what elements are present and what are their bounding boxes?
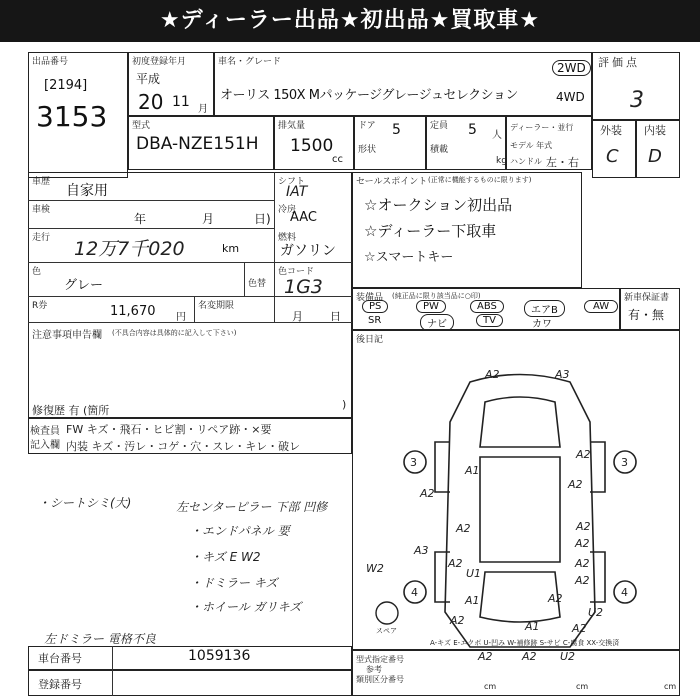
diagram-mark: A2	[576, 448, 591, 461]
shift-label: シフト	[278, 177, 306, 187]
recycle-value: 11,670	[110, 304, 156, 319]
first-reg-unit: 月	[198, 104, 208, 115]
handle-value: 左・右	[546, 156, 579, 169]
capacity-value: 5	[468, 122, 477, 138]
diagram-mark: A1	[465, 464, 480, 477]
color-code: 1G3	[284, 276, 323, 298]
reg-no-label: 登録番号	[38, 678, 82, 691]
car-damage-diagram	[400, 362, 640, 662]
diagram-mark: 3	[621, 456, 628, 469]
footer-cm: cm	[576, 682, 589, 691]
diagram-mark: A2	[575, 574, 590, 587]
spare-label: スペア	[376, 627, 397, 635]
vehicle-no-label: 車台番号	[38, 652, 82, 665]
inspector-label2: 記入欄	[30, 440, 60, 451]
diagram-mark: A3	[414, 544, 429, 557]
load-unit: kg	[496, 156, 507, 166]
shape-label: 形状	[358, 145, 377, 155]
drive-2wd: 2WD	[552, 60, 591, 76]
diagram-mark: A2	[485, 368, 500, 381]
exterior-label: 外装	[600, 124, 622, 137]
handwritten-note: 左ドミラー 電格不良	[44, 632, 156, 646]
equipment-pw: PW	[416, 300, 446, 313]
handwritten-note: ・ホイール ガリキズ	[190, 600, 302, 614]
handwritten-note: ・ドミラー キズ	[190, 576, 278, 590]
inspector-label1: 検査員	[30, 426, 60, 437]
displacement-unit: cc	[332, 154, 343, 165]
model-label: 型式	[132, 121, 151, 131]
grade-label: 評価点	[598, 56, 640, 69]
inspector-interior: 内装 キズ・汚レ・コゲ・穴・スレ・キレ・破レ	[66, 440, 301, 453]
spare-tire-icon	[372, 598, 402, 628]
load-label: 積載	[430, 145, 449, 155]
after-label: 後日記	[356, 335, 384, 345]
model-year-label: モデル 年式	[510, 141, 553, 150]
exterior-grade: C	[606, 146, 619, 167]
diagram-mark: A2	[450, 614, 465, 627]
equipment-leather: カワ	[532, 319, 552, 330]
first-reg-era: 平成	[136, 72, 161, 86]
footer-label2: 類別区分番号	[356, 675, 404, 684]
displacement-label: 排気量	[278, 121, 306, 131]
handwritten-note: ・キズ E W2	[190, 550, 261, 564]
mileage-value: 12万7千020	[74, 238, 185, 260]
drive-4wd: 4WD	[556, 90, 585, 104]
diagram-mark: A3	[555, 368, 570, 381]
diagram-mark: A2	[576, 520, 591, 533]
interior-label: 内装	[644, 124, 666, 137]
repair-history: 修復歴 有 (箇所	[32, 404, 110, 417]
warranty-value: 有・無	[628, 308, 665, 322]
footer-ref: 参考	[366, 665, 382, 674]
ac-value: AAC	[290, 210, 317, 225]
color-change-label: 色替	[248, 279, 267, 289]
usage-value: 自家用	[66, 183, 108, 199]
diagram-mark: A2	[456, 522, 471, 535]
doors-value: 5	[392, 122, 401, 138]
color-label: 色	[32, 267, 42, 277]
usage-label: 車歴	[32, 177, 51, 187]
diagram-mark: 4	[621, 586, 628, 599]
mileage-unit: km	[222, 242, 240, 255]
first-reg-month: 11	[172, 94, 190, 110]
banner: ★ディーラー出品★初出品★買取車★	[0, 0, 700, 42]
diagram-mark: A2	[420, 487, 435, 500]
auction-sheet	[0, 42, 700, 700]
diagram-mark: A2	[572, 622, 587, 635]
diagram-mark: A2	[575, 537, 590, 550]
fuel-label: 燃料	[278, 233, 297, 243]
inspector-fw: FW キズ・飛石・ヒビ割・リペア跡・×要	[66, 423, 272, 436]
color-value: グレー	[64, 278, 104, 293]
recycle-unit: 円	[176, 312, 186, 323]
name-change-day: 日	[330, 310, 341, 323]
model-value: DBA-NZE151H	[136, 134, 259, 154]
displacement-value: 1500	[290, 136, 334, 156]
car-name: オーリス 150X Mパッケージグレージュセレクション	[220, 88, 518, 103]
interior-grade: D	[648, 146, 662, 167]
diagram-mark: 3	[410, 456, 417, 469]
diagram-mark: 4	[411, 586, 418, 599]
sales-point-item: ☆スマートキー	[364, 250, 454, 265]
capacity-unit: 人	[492, 130, 502, 141]
diagram-mark: A2	[448, 557, 463, 570]
handle-label: ハンドル	[510, 157, 542, 166]
handwritten-note: ・エンドパネル 要	[190, 524, 290, 538]
legend: A-キズ E-エクボ U-凹み W-補修跡 S-サビ C-腐食 XX-交換済	[430, 639, 620, 647]
mileage-label: 走行	[32, 233, 51, 243]
name-change-label: 名変期限	[198, 301, 235, 311]
equipment-label: 装備品	[356, 293, 384, 303]
ac-label: 冷房	[278, 205, 297, 215]
sales-point-item: ☆オークション初出品	[364, 196, 513, 214]
notes-sub: (不具合内容は具体的に記入して下さい)	[112, 329, 237, 337]
diagram-mark: A1	[525, 620, 540, 633]
equipment-sr: SR	[368, 315, 382, 326]
equipment-tv: TV	[476, 314, 503, 327]
color-code-label: 色コード	[278, 267, 315, 277]
shift-value: IAT	[286, 184, 308, 200]
equipment-navi: ナビ	[420, 314, 454, 331]
diagram-mark: A2	[568, 478, 583, 491]
sales-points-label: セールスポイント	[356, 177, 428, 187]
lot-label: 出品番号	[32, 57, 69, 67]
handwritten-note: ・シートシミ(大)	[38, 496, 132, 510]
warranty-label: 新車保証書	[624, 293, 670, 303]
equipment-abs: ABS	[470, 300, 504, 313]
doors-label: ドア	[358, 121, 376, 131]
inspection-year: 年	[134, 212, 147, 226]
grade-value: 3	[630, 88, 644, 113]
notes-label: 注意事項申告欄	[32, 330, 102, 341]
diagram-w2: W2	[366, 562, 384, 575]
first-reg-year: 20	[138, 90, 164, 114]
car-label: 車名・グレード	[218, 57, 282, 67]
diagram-mark: A2	[522, 650, 537, 662]
diagram-mark: U2	[560, 650, 576, 662]
footer-cm: cm	[484, 682, 497, 691]
equipment-airbag: エアB	[524, 300, 565, 317]
equipment-sub: (純正品に限り該当品に○印)	[392, 292, 481, 300]
footer-label1: 型式指定番号	[356, 655, 404, 664]
diagram-mark: U1	[466, 567, 482, 580]
sales-points-sub: (正常に機能するものに限ります)	[428, 176, 532, 184]
sales-point-item: ☆ディーラー下取車	[364, 222, 497, 240]
side-note: 左センターピラー 下部 凹修	[176, 500, 328, 514]
lot-sub: [2194]	[44, 78, 88, 93]
vehicle-no-value: 1059136	[188, 648, 251, 664]
diagram-mark: A2	[478, 650, 493, 662]
diagram-mark: A2	[548, 592, 563, 605]
inspection-label: 車検	[32, 205, 51, 215]
repair-history-end: )	[342, 398, 347, 411]
diagram-mark: U2	[588, 606, 604, 619]
lot-number: 3153	[36, 100, 108, 133]
recycle-label: R券	[32, 301, 48, 311]
diagram-mark: A1	[465, 594, 480, 607]
equipment-ps: PS	[362, 300, 388, 313]
equipment-aw: AW	[584, 300, 618, 313]
capacity-label: 定員	[430, 121, 449, 131]
dealer-label: ディーラー・並行	[510, 123, 574, 132]
inspection-day: 日)	[254, 212, 271, 226]
name-change-month: 月	[292, 310, 303, 323]
inspection-month: 月	[202, 212, 215, 226]
fuel-value: ガソリン	[280, 243, 336, 259]
first-reg-label: 初度登録年月	[132, 57, 187, 67]
diagram-mark: A2	[575, 557, 590, 570]
footer-cm: cm	[664, 682, 677, 691]
